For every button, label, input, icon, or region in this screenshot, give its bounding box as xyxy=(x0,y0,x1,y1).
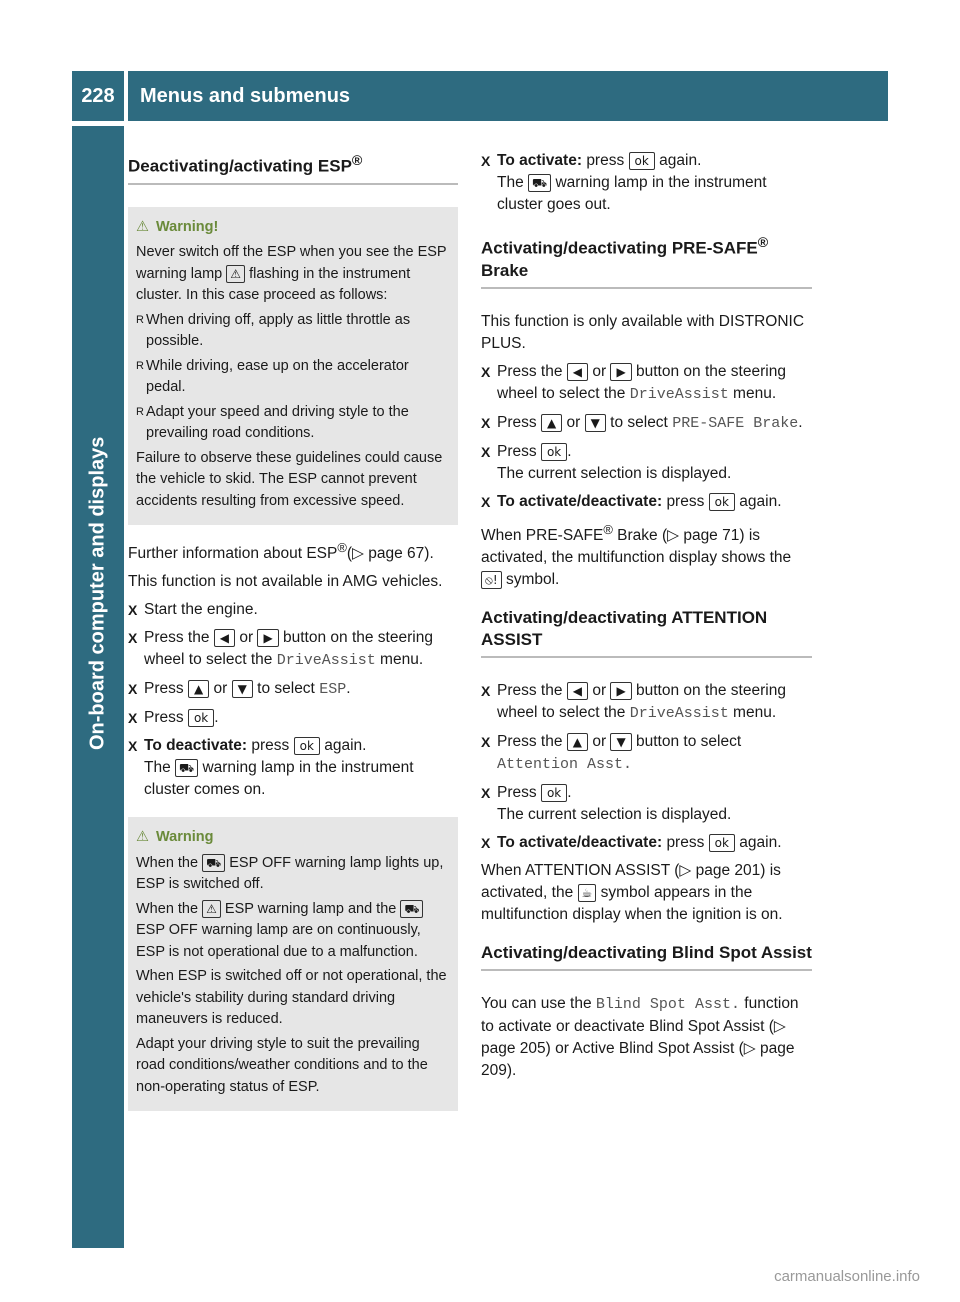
ok-key-icon: ok xyxy=(188,709,214,727)
right-arrow-key-icon: ▶ xyxy=(610,682,631,700)
ok-key-icon: ok xyxy=(541,443,567,461)
presafe-brake-icon: ⦸! xyxy=(481,571,502,589)
coffee-cup-icon: ☕ xyxy=(578,884,597,902)
section-heading-esp: Deactivating/activating ESP® xyxy=(128,150,458,185)
warning-icon: ⚠ xyxy=(136,218,149,235)
sidebar-title: On-board computer and displays xyxy=(86,436,109,750)
list-item: R While driving, ease up on the accelerator pedal. xyxy=(136,356,450,399)
step: X To activate/deactivate: press ok again. xyxy=(481,491,812,513)
step: X Press the ◀ or ▶ button on the steering wheel to select the DriveAssist menu. xyxy=(128,627,458,672)
warning-icon: ⚠ xyxy=(136,829,149,846)
ok-key-icon: ok xyxy=(541,784,567,802)
down-arrow-key-icon: ▼ xyxy=(232,680,253,698)
step: X Press ok . The current selection is displayed. xyxy=(481,782,812,826)
step: X Press ▲ or ▼ to select PRE-SAFE Brake. xyxy=(481,412,812,435)
ok-key-icon: ok xyxy=(709,493,735,511)
step: X Press the ▲ or ▼ button to select Attention Asst. xyxy=(481,731,812,776)
left-column: Deactivating/activating ESP® ⚠ Warning! Never switch off the ESP when you see the ESP warning lamp ⚠ flashing in the instrument cluster. In this case proceed as follows: R When driving off, apply as little throttle as possible. R While driving, ease up on the accelerator pedal. R Adapt your speed and driving style to the prevailing road conditions. Failure to observe these guidelines could cause the vehicle to skid. The ESP cannot prevent accidents resulting from excessive speed. Further information about ESP®(▷ page 67). This function is not available in AMG vehicles. X Start the engine. X Press the ◀ or ▶ button on the steering wheel to select the DriveAssist menu. X Press ▲ or ▼ to select ESP. X Press ok . X To deactivate: press ok again. The ⛟ warning lamp in the instrument cluster comes on. ⚠ Warning When the ⛟ ESP OFF warning lamp lights up, ESP is switched off. When the ⚠ ESP warning lamp and the ⛟ ESP OFF warning lamp are on continuously, ESP is not operational due to a malfunction. When ESP is switched off or not operational, the vehicle's stability during standard driving maneuvers is reduced. Adapt your driving style to suit the prevailing road conditions/weather conditions and to the non-operating status of ESP. xyxy=(128,150,458,1123)
step: X To activate: press ok again. The ⛟ warning lamp in the instrument cluster goes out. xyxy=(481,150,812,216)
warning-box: ⚠ Warning When the ⛟ ESP OFF warning lamp lights up, ESP is switched off. When the ⚠ ESP warning lamp and the ⛟ ESP OFF warning lamp are on continuously, ESP is not operational due to a malfunction. When ESP is switched off or not operational, the vehicle's stability during standard driving maneuvers is reduced. Adapt your driving style to suit the prevailing road conditions/weather conditions and to the non-operating status of ESP. xyxy=(128,817,458,1111)
step: X Press ok . xyxy=(128,707,458,729)
step: X Press the ◀ or ▶ button on the steering wheel to select the DriveAssist menu. xyxy=(481,680,812,725)
watermark: carmanualsonline.info xyxy=(774,1268,920,1285)
left-arrow-key-icon: ◀ xyxy=(567,682,588,700)
esp-warning-lamp-icon: ⚠ xyxy=(226,265,245,283)
up-arrow-key-icon: ▲ xyxy=(567,733,588,751)
esp-warning-lamp-icon: ⚠ xyxy=(202,900,221,918)
ok-key-icon: ok xyxy=(709,834,735,852)
step: X Start the engine. xyxy=(128,599,458,621)
warning-box: ⚠ Warning! Never switch off the ESP when you see the ESP warning lamp ⚠ flashing in the instrument cluster. In this case proceed as follows: R When driving off, apply as little throttle as possible. R While driving, ease up on the accelerator pedal. R Adapt your speed and driving style to the prevailing road conditions. Failure to observe these guidelines could cause the vehicle to skid. The ESP cannot prevent accidents resulting from excessive speed. xyxy=(128,207,458,526)
step: X Press the ◀ or ▶ button on the steering wheel to select the DriveAssist menu. xyxy=(481,361,812,406)
step: X To deactivate: press ok again. The ⛟ warning lamp in the instrument cluster comes on. xyxy=(128,735,458,801)
page-header xyxy=(72,71,888,121)
right-column: X To activate: press ok again. The ⛟ warning lamp in the instrument cluster goes out. Activating/deactivating PRE-SAFE® Brake This function is only available with DISTRONIC PLUS. X Press the ◀ or ▶ button on the steering wheel to select the DriveAssist menu. X Press ▲ or ▼ to select PRE-SAFE Brake. X Press ok . The current selection is displayed. X To activate/deactivate: press ok again. When PRE-SAFE® Brake (▷ page 71) is activated, the multifunction display shows the ⦸! symbol. Activating/deactivating ATTENTION ASSIST X Press the ◀ or ▶ button on the steering wheel to select the DriveAssist menu. X Press the ▲ or ▼ button to select Attention Asst. X Press ok . The current selection is displayed. X To activate/deactivate: press ok again. When ATTENTION ASSIST (▷ page 201) is activated, the ☕ symbol appears in the multifunction display when the ignition is on. Activating/deactivating Blind Spot Assist You can use the Blind Spot Asst. function to activate or deactivate Blind Spot Assist (▷ page 205) or Active Blind Spot Assist (▷ page 209). xyxy=(481,150,812,1088)
step: X To activate/deactivate: press ok again. xyxy=(481,832,812,854)
section-heading-presafe: Activating/deactivating PRE-SAFE® Brake xyxy=(481,232,812,289)
esp-off-lamp-icon: ⛟ xyxy=(202,854,225,872)
esp-off-lamp-icon: ⛟ xyxy=(175,759,198,777)
list-item: R Adapt your speed and driving style to the prevailing road conditions. xyxy=(136,402,450,445)
step: X Press ok . The current selection is displayed. xyxy=(481,441,812,485)
section-heading-blind-spot: Activating/deactivating Blind Spot Assist xyxy=(481,942,812,971)
up-arrow-key-icon: ▲ xyxy=(188,680,209,698)
list-item: R When driving off, apply as little throttle as possible. xyxy=(136,310,450,353)
down-arrow-key-icon: ▼ xyxy=(610,733,631,751)
ok-key-icon: ok xyxy=(294,737,320,755)
down-arrow-key-icon: ▼ xyxy=(585,414,606,432)
left-arrow-key-icon: ◀ xyxy=(567,363,588,381)
ok-key-icon: ok xyxy=(629,152,655,170)
step: X Press ▲ or ▼ to select ESP. xyxy=(128,678,458,701)
section-heading-attention-assist: Activating/deactivating ATTENTION ASSIST xyxy=(481,607,812,658)
esp-off-lamp-icon: ⛟ xyxy=(528,174,551,192)
esp-off-lamp-icon: ⛟ xyxy=(400,900,423,918)
right-arrow-key-icon: ▶ xyxy=(257,629,278,647)
page-number: 228 xyxy=(72,71,124,121)
page-title: Menus and submenus xyxy=(128,71,888,121)
up-arrow-key-icon: ▲ xyxy=(541,414,562,432)
right-arrow-key-icon: ▶ xyxy=(610,363,631,381)
left-arrow-key-icon: ◀ xyxy=(214,629,235,647)
